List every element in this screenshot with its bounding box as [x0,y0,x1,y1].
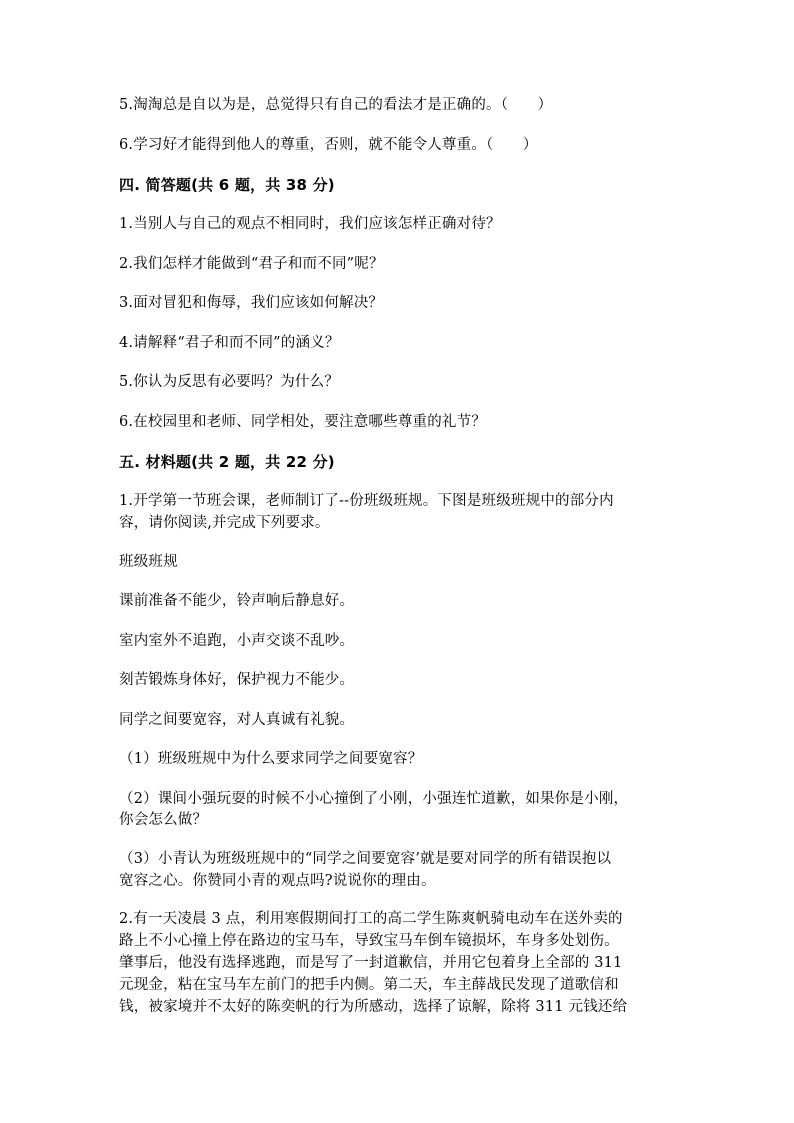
class-rule-4: 同学之间要宽容，对人真诚有礼貌。 [119,712,355,728]
class-rule-3: 刻苦锻炼身体好，保护视力不能少。 [119,672,355,688]
short-answer-question-1: 1.当别人与自己的观点不相同时，我们应该怎样正确对待？ [119,216,501,232]
material-question-2-line-4: 元现金，粘在宝马车左前门的把手内侧。第二天，车主薛战民发现了道歌信和 [119,977,619,993]
judgment-item-5: 5.淘淘总是自以为是，总觉得只有自己的看法才是正确的。（ ） [119,97,553,113]
material-question-2-line-3: 肇事后，他没有选择逃跑，而是写了一封道歉信，并用它包着身上全部的 311 [119,955,623,971]
sub-question-3-line-1: （3）小青认为班级班规中的“同学之间要宽容’就是要对同学的所有错误抱以 [119,851,612,867]
class-rule-2: 室内室外不追跑，小声交谈不乱吵。 [119,633,355,649]
judgment-item-6: 6.学习好才能得到他人的尊重，否则，就不能令人尊重。（ ） [119,137,538,153]
material-question-2-line-5: 钱，被家境并不太好的陈奕帆的行为所感动，选择了谅解，除将 311 元钱还给 [119,999,628,1015]
short-answer-question-2: 2.我们怎样才能做到“君子和而不同”呢？ [119,256,384,272]
material-question-1-line-2: 容，请你阅读,并完成下列要求。 [119,515,330,531]
material-question-2-line-2: 路上不小心撞上停在路边的宝马车，导致宝马车倒车镜损坏，车身多处划伤。 [119,933,619,949]
short-answer-question-3: 3.面对冒犯和侮辱，我们应该如何解决？ [119,295,384,311]
short-answer-question-6: 6.在校园里和老师、同学相处，要注意哪些尊重的礼节？ [119,414,487,430]
sub-question-2-line-2: 你会怎么做？ [119,812,208,828]
short-answer-question-4: 4.请解释“君子和而不同”的涵义？ [119,335,340,351]
material-question-1-line-1: 1.开学第一节班会课，老师制订了--份班级班规。下图是班级班规中的部分内 [119,493,614,509]
sub-question-3-line-2: 宽容之心。你赞同小青的观点吗?说说你的理由。 [119,873,436,889]
section-heading-material: 五. 材料题(共 2 题，共 22 分) [119,453,335,471]
class-rule-1: 课前准备不能少，铃声响后静息好。 [119,593,355,609]
section-heading-short-answer: 四. 简答题(共 6 题，共 38 分) [119,176,335,194]
material-question-2-line-1: 2.有一天凌晨 3 点，利用寒假期间打工的高二学生陈爽帆骑电动车在送外卖的 [119,911,623,927]
short-answer-question-5: 5.你认为反思有必要吗？为什么？ [119,374,340,390]
class-rules-title: 班级班规 [119,554,178,570]
sub-question-1: （1）班级班规中为什么要求同学之间要宽容？ [119,751,423,767]
sub-question-2-line-1: （2）课间小强玩耍的时候不小心撞倒了小刚，小强连忙道歉，如果你是小刚， [119,791,629,807]
